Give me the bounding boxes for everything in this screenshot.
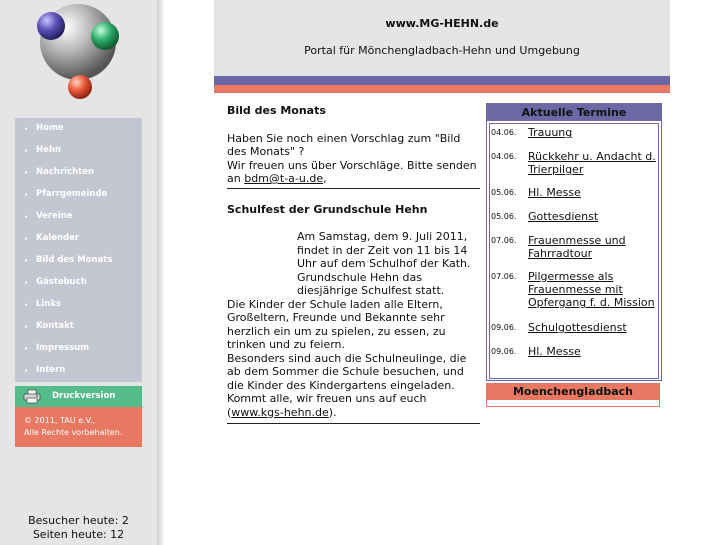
nav-item-label: Intern xyxy=(36,365,66,375)
left-column-shadow xyxy=(157,0,164,545)
event-link[interactable]: Schulgottesdienst xyxy=(528,321,627,334)
logo-sphere-purple xyxy=(37,12,65,40)
event-link[interactable]: Pilgermesse als Frauenmesse mit Opfergang f. d. Mission xyxy=(528,270,655,309)
bullet-icon: • xyxy=(24,169,29,177)
event-date: 09.06. xyxy=(491,323,517,332)
article-text-part: Kommt alle, wir freuen uns auf euch ( xyxy=(227,392,427,419)
nav-item-hehn[interactable] xyxy=(15,140,142,162)
site-subtitle: Portal für Mönchengladbach-Hehn und Umgebung xyxy=(304,44,580,57)
printer-icon xyxy=(23,389,41,404)
visitor-counter xyxy=(0,514,157,542)
nav-item-label: Vereine xyxy=(36,211,73,221)
nav-item-label: Impressum xyxy=(36,343,90,353)
nav-item-pfarrgemeinde[interactable] xyxy=(15,184,142,206)
event-date: 04.06. xyxy=(491,128,517,137)
copyright-box xyxy=(15,407,142,447)
copyright-line: Alle Rechte vorbehalten. xyxy=(24,428,123,437)
bullet-icon: • xyxy=(24,257,29,265)
event-link[interactable]: Rückkehr u. Andacht d. Trierpilger xyxy=(528,150,656,176)
nav-item-home[interactable] xyxy=(15,118,142,140)
visitors-today: Besucher heute: 2 xyxy=(28,514,129,527)
nav-item-impressum[interactable] xyxy=(15,338,142,360)
nav-item-label: Gästebuch xyxy=(36,277,87,287)
event-link[interactable]: Hl. Messe xyxy=(528,186,581,199)
article-intro: Am Samstag, dem 9. Juli 2011, findet in der Zeit von 11 bis 14 Uhr auf dem Schulhof der Kath. Grundschule Hehn das diesjährige Schulfest statt. xyxy=(297,230,471,297)
events-title: Aktuelle Termine xyxy=(487,104,661,121)
nav-item-label: Pfarrgemeinde xyxy=(36,189,108,199)
moenchengladbach-box-title[interactable]: Moenchengladbach xyxy=(486,383,660,400)
nav-item-kontakt[interactable] xyxy=(15,316,142,338)
events-list xyxy=(489,123,659,379)
bullet-icon: • xyxy=(24,191,29,199)
logo-sphere-red xyxy=(68,75,92,99)
section-title: Bild des Monats xyxy=(227,104,326,117)
email-link[interactable]: bdm@t-a-u.de xyxy=(244,172,324,185)
nav-item-label: Kalender xyxy=(36,233,80,243)
event-date: 07.06. xyxy=(491,272,517,281)
bullet-icon: • xyxy=(24,125,29,133)
pages-today: Seiten heute: 12 xyxy=(32,528,125,541)
nav-item-links[interactable] xyxy=(15,294,142,316)
header-stripe-purple xyxy=(214,76,670,85)
article-paragraph: Die Kinder der Schule laden alle Eltern, Großeltern, Freunde und Bekannte sehr herzlich ein um zu spielen, zu essen, zu trinken und zu feiern. xyxy=(227,297,446,351)
bullet-icon: • xyxy=(24,213,29,221)
nav-item-intern[interactable] xyxy=(15,360,142,382)
header-stripe-orange xyxy=(214,85,670,93)
main-content xyxy=(227,104,480,424)
article-paragraph xyxy=(227,392,480,419)
site-logo xyxy=(0,0,157,110)
bullet-icon: • xyxy=(24,301,29,309)
page-header xyxy=(214,0,670,76)
school-website-link[interactable]: www.kgs-hehn.de xyxy=(231,405,329,419)
moenchengladbach-box xyxy=(486,400,660,407)
section-title: Schulfest der Grundschule Hehn xyxy=(227,202,428,216)
article-paragraph: Besonders sind auch die Schulneulinge, die ab dem Sommer die Schule besuchen, und die Kinder des Kindergartens eingeladen. xyxy=(227,351,467,392)
event-date: 09.06. xyxy=(491,347,517,356)
event-date: 05.06. xyxy=(491,212,517,221)
print-version-button[interactable] xyxy=(15,386,142,407)
events-box xyxy=(486,103,662,381)
article-text-part: ). xyxy=(328,405,337,419)
section-text-part: , xyxy=(323,172,327,185)
logo-sphere-green xyxy=(91,22,119,50)
copyright-line: © 2011, TAU e.V., xyxy=(24,416,96,425)
section-text xyxy=(227,159,480,186)
bullet-icon: • xyxy=(24,235,29,243)
nav-item-nachrichten[interactable] xyxy=(15,162,142,184)
section-divider xyxy=(227,188,480,189)
main-navigation xyxy=(15,118,142,382)
event-link[interactable]: Frauenmesse und Fahrradtour xyxy=(528,234,626,260)
nav-item-label: Links xyxy=(36,299,62,309)
event-link[interactable]: Trauung xyxy=(528,126,573,139)
event-link[interactable]: Gottesdienst xyxy=(528,210,599,223)
section-text: Haben Sie noch einen Vorschlag zum "Bild des Monats" ? xyxy=(227,131,461,158)
event-date: 04.06. xyxy=(491,152,517,161)
nav-item-label: Nachrichten xyxy=(36,167,95,177)
bullet-icon: • xyxy=(24,323,29,331)
nav-item-bild-des-monats[interactable] xyxy=(15,250,142,272)
event-date: 07.06. xyxy=(491,236,517,245)
nav-item-vereine[interactable] xyxy=(15,206,142,228)
nav-item-gaestebuch[interactable] xyxy=(15,272,142,294)
print-version-label: Druckversion xyxy=(52,391,116,401)
site-title: www.MG-HEHN.de xyxy=(385,17,499,30)
nav-item-label: Home xyxy=(36,123,64,133)
section-text-part: Wir freuen uns über Vorschläge. Bitte senden an xyxy=(227,158,477,185)
bullet-icon: • xyxy=(24,279,29,287)
bullet-icon: • xyxy=(24,147,29,155)
nav-item-label: Bild des Monats xyxy=(36,255,113,265)
nav-item-label: Hehn xyxy=(36,145,61,155)
nav-item-kalender[interactable] xyxy=(15,228,142,250)
bullet-icon: • xyxy=(24,345,29,353)
section-divider xyxy=(227,423,480,424)
event-date: 05.06. xyxy=(491,188,517,197)
event-link[interactable]: Hl. Messe xyxy=(528,345,581,358)
bullet-icon: • xyxy=(24,367,29,375)
nav-item-label: Kontakt xyxy=(36,321,74,331)
